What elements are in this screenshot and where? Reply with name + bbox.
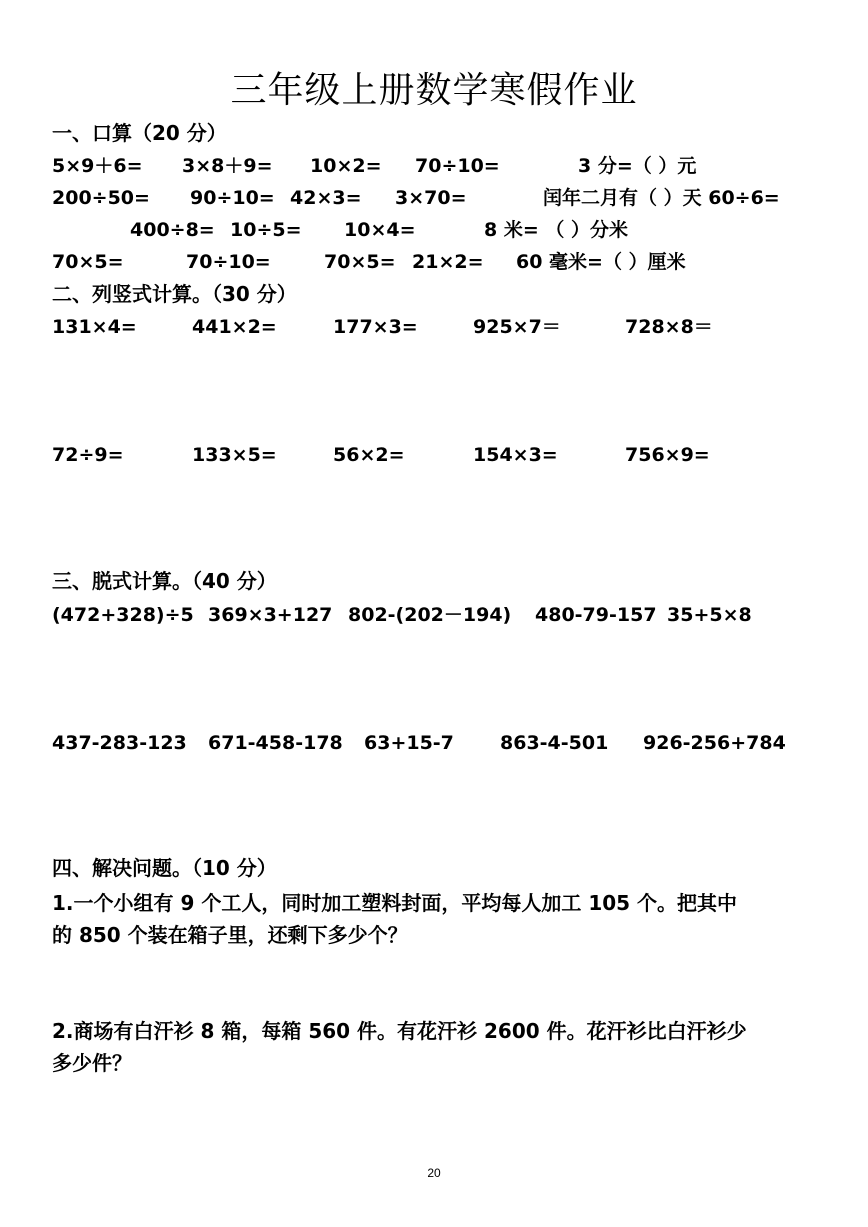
unit-conversion-item: 60 毫米=（ ）厘米 <box>516 251 686 273</box>
oral-calc-item: 3×70= <box>395 187 467 209</box>
word-problem-2-line-2: 多少件？ <box>52 1051 132 1075</box>
oral-calc-item: 42×3= <box>290 187 362 209</box>
unit-conversion-item: 8 米= （ ）分米 <box>484 219 628 241</box>
step-calc-item: 802-(202－194) <box>348 604 512 626</box>
oral-calc-item: 3×8＋9= <box>182 155 273 177</box>
oral-calc-item: 21×2= <box>412 251 484 273</box>
word-problem-2-line-1: 2.商场有白汗衫 8 箱，每箱 560 件。有花汗衫 2600 件。花汗衫比白汗衫少 <box>52 1019 747 1043</box>
vertical-calc-item: 728×8＝ <box>625 316 713 338</box>
oral-calc-item: 200÷50= <box>52 187 150 209</box>
vertical-calc-item: 441×2= <box>192 316 277 338</box>
oral-calc-item: 90÷10= <box>190 187 275 209</box>
section-4-heading: 四、解决问题。（10 分） <box>52 856 277 880</box>
section-2-heading: 二、列竖式计算。（30 分） <box>52 282 297 306</box>
step-calc-item: 671-458-178 <box>208 732 343 754</box>
step-calc-item: 480-79-157 <box>535 604 657 626</box>
unit-conversion-item: 3 分=（ ）元 <box>578 155 697 177</box>
page-number: 20 <box>427 1166 441 1180</box>
leap-year-item: 闰年二月有（ ）天 60÷6= <box>543 187 780 209</box>
vertical-calc-item: 72÷9= <box>52 444 124 466</box>
oral-calc-item: 10×4= <box>344 219 416 241</box>
oral-calc-item: 5×9＋6= <box>52 155 143 177</box>
vertical-calc-item: 154×3= <box>473 444 558 466</box>
word-problem-1-line-1: 1.一个小组有 9 个工人，同时加工塑料封面，平均每人加工 105 个。把其中 <box>52 891 738 915</box>
step-calc-item: (472+328)÷5 <box>52 604 194 626</box>
step-calc-item: 369×3+127 <box>208 604 333 626</box>
oral-calc-item: 70÷10= <box>415 155 500 177</box>
oral-calc-item: 400÷8= <box>130 219 215 241</box>
oral-calc-item: 10÷5= <box>230 219 302 241</box>
vertical-calc-item: 177×3= <box>333 316 418 338</box>
section-1-heading: 一、口算（20 分） <box>52 121 227 145</box>
step-calc-item: 863-4-501 <box>500 732 609 754</box>
step-calc-item: 63+15-7 <box>364 732 454 754</box>
vertical-calc-item: 756×9= <box>625 444 710 466</box>
step-calc-item: 35+5×8 <box>667 604 752 626</box>
section-3-heading: 三、脱式计算。（40 分） <box>52 569 277 593</box>
worksheet-title: 三年级上册数学寒假作业 <box>230 70 638 111</box>
oral-calc-item: 70÷10= <box>186 251 271 273</box>
oral-calc-item: 10×2= <box>310 155 382 177</box>
step-calc-item: 926-256+784 <box>643 732 786 754</box>
vertical-calc-item: 56×2= <box>333 444 405 466</box>
oral-calc-item: 70×5= <box>324 251 396 273</box>
oral-calc-item: 70×5= <box>52 251 124 273</box>
vertical-calc-item: 131×4= <box>52 316 137 338</box>
vertical-calc-item: 925×7＝ <box>473 316 561 338</box>
vertical-calc-item: 133×5= <box>192 444 277 466</box>
word-problem-1-line-2: 的 850 个装在箱子里，还剩下多少个？ <box>52 923 408 947</box>
step-calc-item: 437-283-123 <box>52 732 187 754</box>
